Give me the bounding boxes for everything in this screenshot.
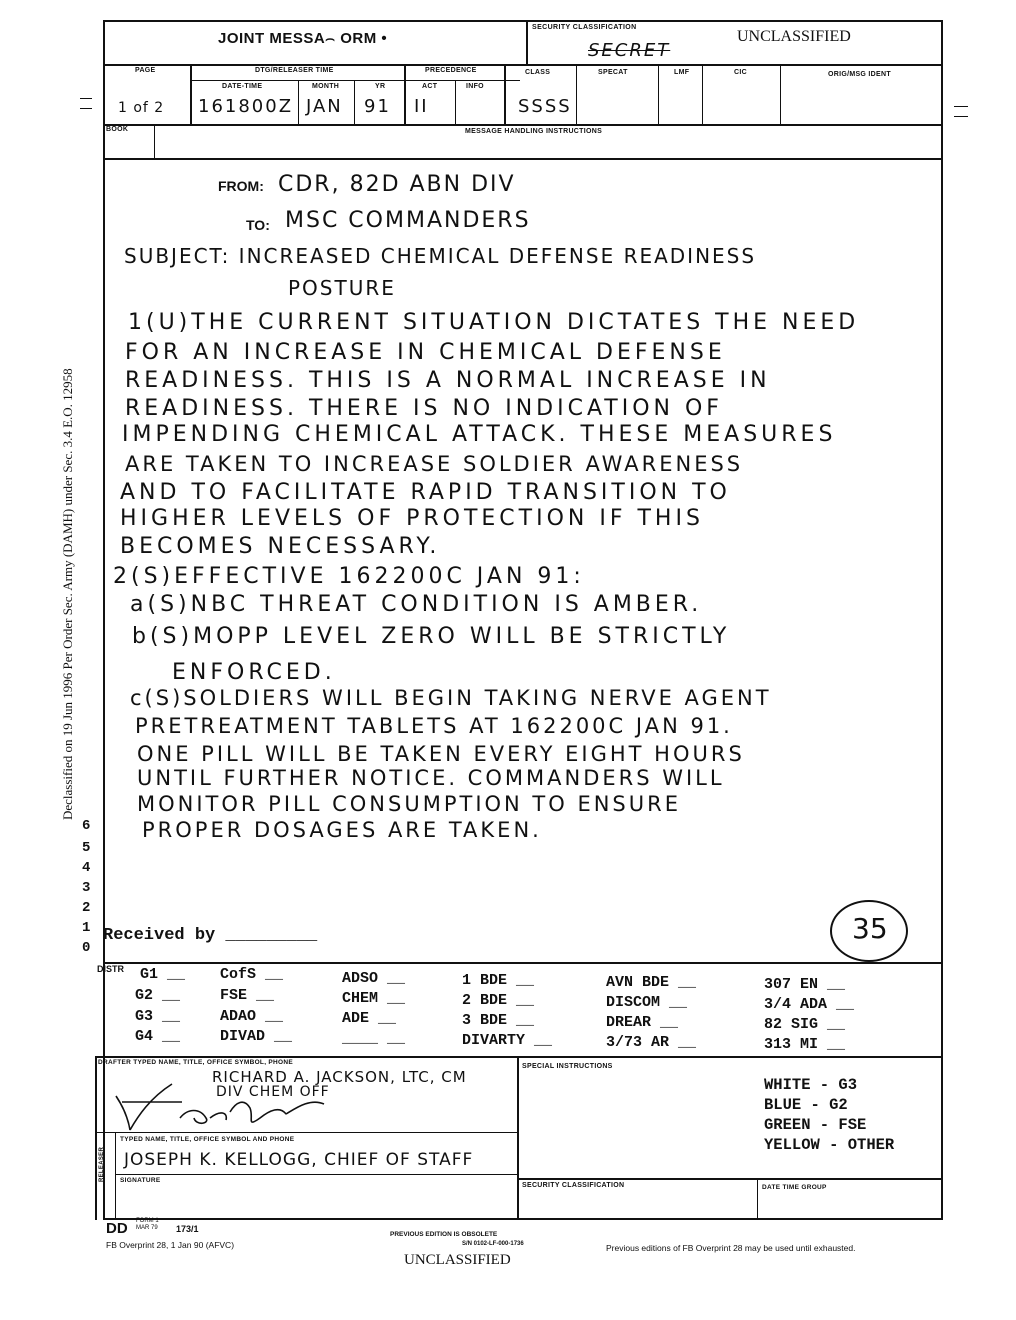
rule: [455, 80, 456, 124]
body-line: BECOMES NECESSARY.: [120, 534, 441, 559]
copy-item: WHITE - G3: [764, 1076, 858, 1094]
body-line: c(S)SOLDIERS WILL BEGIN TAKING NERVE AGENT: [130, 686, 772, 710]
rule: [757, 1178, 758, 1220]
hdr-month: MONTH: [312, 83, 340, 90]
drafter-signature-icon: [110, 1078, 370, 1134]
form-date: FORM 1 MAR 79: [136, 1218, 159, 1231]
form-number: 173/1: [176, 1224, 199, 1234]
hdr-dtg: DTG/RELEASER TIME: [255, 67, 334, 74]
counter-digit: 1: [82, 920, 91, 936]
distr-item: 3 BDE __: [462, 1012, 535, 1029]
distr-item: ADAO __: [220, 1008, 284, 1025]
rule: [517, 1056, 519, 1220]
distr-item: G2 __: [135, 987, 181, 1004]
distr-item: DREAR __: [606, 1014, 679, 1031]
counter-digit: 4: [82, 860, 91, 876]
form-title: JOINT MESSA⌢ ORM •: [218, 30, 388, 47]
drafter-name-line: RICHARD A. JACKSON, LTC, CM: [212, 1068, 467, 1086]
received-by: Received by _________: [103, 926, 318, 945]
copy-item: YELLOW - OTHER: [764, 1136, 895, 1154]
distr-item: 82 SIG __: [764, 1016, 846, 1033]
value-month: JAN: [306, 96, 343, 117]
hdr-yr: YR: [375, 83, 386, 90]
rule: [103, 158, 943, 160]
page-number: 35: [852, 912, 888, 945]
security-classification-label: SECURITY CLASSIFICATION: [532, 24, 637, 31]
rule: [154, 124, 155, 158]
distr-item: ADSO __: [342, 970, 406, 987]
distr-item: G3 __: [135, 1008, 181, 1025]
rule: [504, 64, 506, 124]
body-line: PRETREATMENT TABLETS AT 162200C JAN 91.: [135, 714, 733, 738]
hdr-datetime: DATE-TIME: [222, 83, 263, 90]
body-line: MONITOR PILL CONSUMPTION TO ENSURE: [137, 792, 681, 816]
distr-label: DISTR: [97, 964, 124, 974]
distr-item: 3/73 AR __: [606, 1034, 697, 1051]
security-classification-handwritten: SECRET: [588, 40, 671, 61]
rule: [103, 962, 943, 964]
body-line: b(S)MOPP LEVEL ZERO WILL BE STRICTLY: [132, 624, 731, 649]
copy-item: BLUE - G2: [764, 1096, 848, 1114]
hdr-orig: ORIG/MSG IDENT: [828, 71, 891, 78]
releaser-typed-label: TYPED NAME, TITLE, OFFICE SYMBOL AND PHONE: [120, 1136, 295, 1143]
counter-digit: 5: [82, 840, 91, 856]
unclassified-stamp-bottom: UNCLASSIFIED: [404, 1252, 511, 1268]
rule: [190, 80, 520, 81]
margin-mark: [954, 116, 968, 117]
distr-item: FSE __: [220, 987, 275, 1004]
subject-line-2: POSTURE: [288, 276, 396, 300]
value-datetime: 161800Z: [198, 96, 294, 117]
rule: [95, 1056, 97, 1220]
counter-digit: 3: [82, 880, 91, 896]
rule: [780, 64, 781, 124]
rule: [95, 1056, 943, 1058]
previous-editions-note: Previous editions of FB Overprint 28 may be used until exhausted.: [606, 1243, 856, 1253]
declassified-note: Declassified on 19 Jun 1996 Per Order Sec. Army (DAMH) under Sec. 3.4 E.O. 12958: [60, 368, 75, 820]
body-line: ARE TAKEN TO INCREASE SOLDIER AWARENESS: [125, 452, 744, 476]
unclassified-stamp-top: UNCLASSIFIED: [737, 28, 851, 45]
rule: [103, 64, 943, 66]
distr-item: AVN BDE __: [606, 974, 697, 991]
mhi-label: MESSAGE HANDLING INSTRUCTIONS: [465, 128, 603, 135]
rule: [115, 1132, 116, 1220]
distr-item: CofS __: [220, 966, 284, 983]
body-line: READINESS. THERE IS NO INDICATION OF: [125, 396, 723, 421]
hdr-act: ACT: [422, 83, 438, 90]
releaser-typed-value: JOSEPH K. KELLOGG, CHIEF OF STAFF: [124, 1150, 474, 1170]
counter-digit: 2: [82, 900, 91, 916]
overprint-note: FB Overprint 28, 1 Jan 90 (AFVC): [106, 1240, 235, 1250]
value-act: II: [414, 96, 429, 117]
hdr-cic: CIC: [734, 69, 747, 76]
releaser-side-label: RELEASER: [99, 1146, 105, 1182]
drafter-name-line: DIV CHEM OFF: [216, 1084, 330, 1100]
distr-item: G1 __: [140, 966, 186, 983]
counter-digit: 6: [82, 818, 91, 834]
body-line: PROPER DOSAGES ARE TAKEN.: [142, 818, 542, 842]
rule: [658, 64, 659, 124]
body-line: FOR AN INCREASE IN CHEMICAL DEFENSE: [125, 340, 726, 365]
distr-item: ADE __: [342, 1010, 397, 1027]
body-line: ENFORCED.: [172, 660, 336, 685]
distr-item: DIVARTY __: [462, 1032, 553, 1049]
rule: [404, 64, 406, 124]
rule: [517, 1178, 943, 1180]
body-line: a(S)NBC THREAT CONDITION IS AMBER.: [130, 592, 703, 617]
body-line: IMPENDING CHEMICAL ATTACK. THESE MEASURES: [122, 422, 837, 447]
signature-label: SIGNATURE: [120, 1177, 161, 1184]
margin-mark: [80, 98, 92, 99]
page-number-circle: [830, 900, 908, 962]
counter-digit: 0: [82, 940, 91, 956]
body-line: ONE PILL WILL BE TAKEN EVERY EIGHT HOURS: [137, 742, 745, 766]
hdr-info: INFO: [466, 83, 484, 90]
body-line: 1(U)THE CURRENT SITUATION DICTATES THE NEED: [128, 310, 860, 335]
hdr-class: CLASS: [525, 69, 551, 76]
previous-obsolete: PREVIOUS EDITION IS OBSOLETE: [390, 1231, 498, 1238]
to-label: TO:: [246, 217, 270, 233]
body-line: READINESS. THIS IS A NORMAL INCREASE IN: [125, 368, 771, 393]
subject-line-1: SUBJECT: INCREASED CHEMICAL DEFENSE READINESS: [124, 244, 757, 268]
dtg-label: DATE TIME GROUP: [762, 1184, 827, 1191]
rule: [190, 64, 192, 124]
distr-item: G4 __: [135, 1028, 181, 1045]
distr-item: 307 EN __: [764, 976, 846, 993]
book-label: BOOK: [106, 126, 129, 133]
margin-mark: [80, 108, 92, 109]
rule: [103, 124, 943, 126]
drafter-label: DRAFTER TYPED NAME, TITLE, OFFICE SYMBOL, PHONE: [98, 1059, 294, 1066]
value-page: 1 of 2: [118, 100, 165, 116]
stock-number: S/N 0102-LF-000-1736: [462, 1241, 524, 1247]
distr-item: DIVAD __: [220, 1028, 293, 1045]
distr-item: DISCOM __: [606, 994, 688, 1011]
body-line: 2(S)EFFECTIVE 162200C JAN 91:: [113, 564, 585, 589]
body-line: UNTIL FURTHER NOTICE. COMMANDERS WILL: [137, 766, 725, 790]
dd-form-label: DD: [106, 1220, 128, 1237]
distr-item: ____ __: [342, 1030, 406, 1047]
distr-item: 2 BDE __: [462, 992, 535, 1009]
from-value: CDR, 82D ABN DIV: [278, 172, 516, 197]
hdr-page: PAGE: [135, 67, 156, 74]
distr-item: 1 BDE __: [462, 972, 535, 989]
copy-item: GREEN - FSE: [764, 1116, 867, 1134]
body-line: HIGHER LEVELS OF PROTECTION IF THIS: [120, 506, 704, 531]
to-value: MSC COMMANDERS: [285, 208, 531, 233]
value-yr: 91: [364, 96, 391, 117]
distr-item: 313 MI __: [764, 1036, 846, 1053]
body-line: AND TO FACILITATE RAPID TRANSITION TO: [120, 480, 731, 505]
bottom-security-label: SECURITY CLASSIFICATION: [522, 1182, 625, 1189]
hdr-specat: SPECAT: [598, 69, 628, 76]
rule: [115, 1174, 517, 1175]
value-class: SSSS: [518, 96, 572, 117]
from-label: FROM:: [218, 178, 264, 194]
rule: [576, 64, 577, 124]
rule: [298, 80, 299, 124]
rule: [702, 64, 703, 124]
special-instructions-label: SPECIAL INSTRUCTIONS: [522, 1063, 613, 1070]
rule: [354, 80, 355, 124]
distr-item: 3/4 ADA __: [764, 996, 855, 1013]
hdr-lmf: LMF: [674, 69, 690, 76]
distr-item: CHEM __: [342, 990, 406, 1007]
margin-mark: [954, 106, 968, 107]
hdr-precedence: PRECEDENCE: [425, 67, 477, 74]
